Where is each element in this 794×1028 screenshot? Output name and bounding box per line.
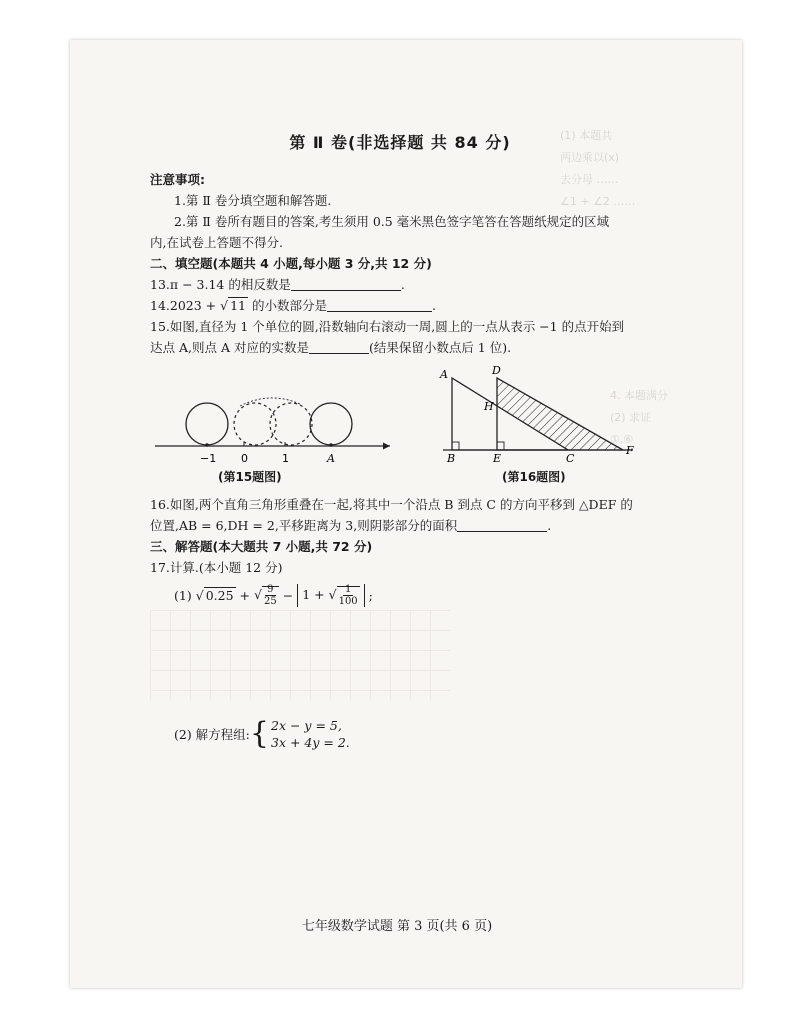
rolling-arrow — [240, 398, 300, 406]
right-angle-e — [497, 442, 504, 450]
sqrt-term-3: √ $\frac{1}{100}$ — [328, 584, 358, 607]
figure-15 — [150, 376, 395, 466]
q13-text: 13.π − 3.14 的相反数是 — [150, 277, 291, 292]
plus-sign-2: + — [314, 587, 325, 602]
question-17-1 — [174, 584, 650, 607]
label-c: C — [566, 452, 575, 462]
figure-15-caption: (第15题图) — [218, 470, 282, 484]
q14-answer-blank[interactable] — [327, 297, 432, 312]
q14-end: . — [431, 298, 436, 313]
label-h: H — [484, 400, 494, 413]
sqrt-term-1: √ 0.25 — [195, 588, 234, 603]
question-16b — [150, 515, 650, 536]
q14-text-2: 的小数部分是 — [248, 298, 327, 313]
sqrt-term-2: √ $\frac{9}{25}$ — [254, 584, 277, 607]
notice-heading: 注意事项: — [150, 172, 205, 187]
frac1-num: 9 — [267, 584, 274, 595]
figure-16-caption: (第16题图) — [502, 470, 566, 484]
tick-label-a: A — [327, 452, 335, 465]
frac1-den: 25 — [263, 596, 277, 607]
question-17: 17.计算.(本小题 12 分) — [150, 560, 283, 575]
figure-16 — [438, 362, 648, 462]
q17-1-label: (1) — [174, 588, 192, 603]
question-15a: 15.如图,直径为 1 个单位的圆,沿数轴向右滚动一周,圆上的一点从表示 −1 的点开始到 — [150, 319, 625, 334]
notice-1: 1.第 Ⅱ 卷分填空题和解答题. — [174, 193, 332, 208]
tick-label-0: 0 — [241, 452, 248, 465]
q17-1-end: ; — [368, 588, 373, 603]
bleed-through-text-2: 4. 本题满分 (2) 求证 ①,⑥ — [610, 389, 668, 446]
question-16a: 16.如图,两个直角三角形重叠在一起,将其中一个沿点 B 到点 C 的方向平移到 △DEF 的 — [150, 497, 633, 512]
absolute-value — [297, 584, 364, 607]
system-brace: { — [249, 716, 269, 751]
page-title: 第 Ⅱ 卷(非选择题 共 84 分) — [289, 133, 511, 152]
q16-answer-blank[interactable] — [457, 517, 547, 532]
equation-system — [250, 717, 350, 751]
plus-sign-1: + — [239, 588, 251, 603]
q14-text: 14.2023 + — [150, 298, 221, 313]
right-angle-b — [452, 442, 459, 450]
notice-2b: 内,在试卷上答题不得分. — [150, 235, 283, 250]
question-15b — [150, 337, 650, 358]
q15-text: 达点 A,则点 A 对应的实数是 — [150, 340, 309, 355]
label-d: D — [492, 364, 501, 377]
equation-1: 2x − y = 5, — [271, 718, 342, 733]
bleed-through-text: (1) 本题共 两边乘以(x) 去分母 …… ∠1 + ∠2 …… — [560, 129, 636, 208]
tick-label-neg1: −1 — [200, 452, 217, 465]
radicand-1: 0.25 — [205, 588, 234, 603]
abs-one: 1 — [302, 587, 311, 602]
figures-row — [150, 362, 650, 482]
q15-answer-blank[interactable] — [309, 339, 369, 354]
axis-arrow — [383, 443, 390, 450]
frac2-num: 1 — [344, 584, 352, 595]
q17-2-label: (2) 解方程组: — [174, 727, 250, 742]
notice-2a: 2.第 Ⅱ 卷所有题目的答案,考生须用 0.5 毫米黑色签字笔答在答题纸规定的区域 — [174, 214, 610, 229]
q14-sqrt: √ 11 — [220, 298, 246, 313]
label-e: E — [493, 452, 502, 462]
section-3-heading: 三、解答题(本大题共 7 小题,共 72 分) — [150, 539, 373, 554]
frac2-den: 100 — [338, 596, 358, 607]
q16-text: 位置,AB = 6,DH = 2,平移距离为 3,则阴影部分的面积 — [150, 518, 458, 533]
q15-note: (结果保留小数点后 1 位). — [368, 340, 512, 355]
circle-end — [310, 403, 352, 445]
circle-dashed-1 — [234, 403, 276, 445]
point-a — [329, 443, 333, 447]
label-a: A — [440, 368, 448, 381]
page-footer: 七年级数学试题 第 3 页(共 6 页) — [301, 919, 493, 934]
q14-radicand: 11 — [230, 298, 246, 313]
q16-end: . — [547, 518, 552, 533]
q13-answer-blank[interactable] — [291, 276, 401, 291]
question-17-2 — [174, 717, 650, 751]
point-start — [205, 443, 209, 447]
tick-label-1: 1 — [282, 452, 289, 465]
label-b: B — [447, 452, 456, 462]
equation-2: 3x + 4y = 2. — [271, 735, 350, 750]
exam-content — [150, 130, 650, 751]
section-2-heading: 二、填空题(本题共 4 小题,每小题 3 分,共 12 分) — [150, 256, 432, 271]
circle-start — [186, 403, 228, 445]
q13-end: . — [400, 277, 405, 292]
question-14 — [150, 295, 650, 316]
label-f: F — [626, 444, 634, 457]
minus-sign: − — [282, 588, 294, 603]
question-13 — [150, 274, 650, 295]
